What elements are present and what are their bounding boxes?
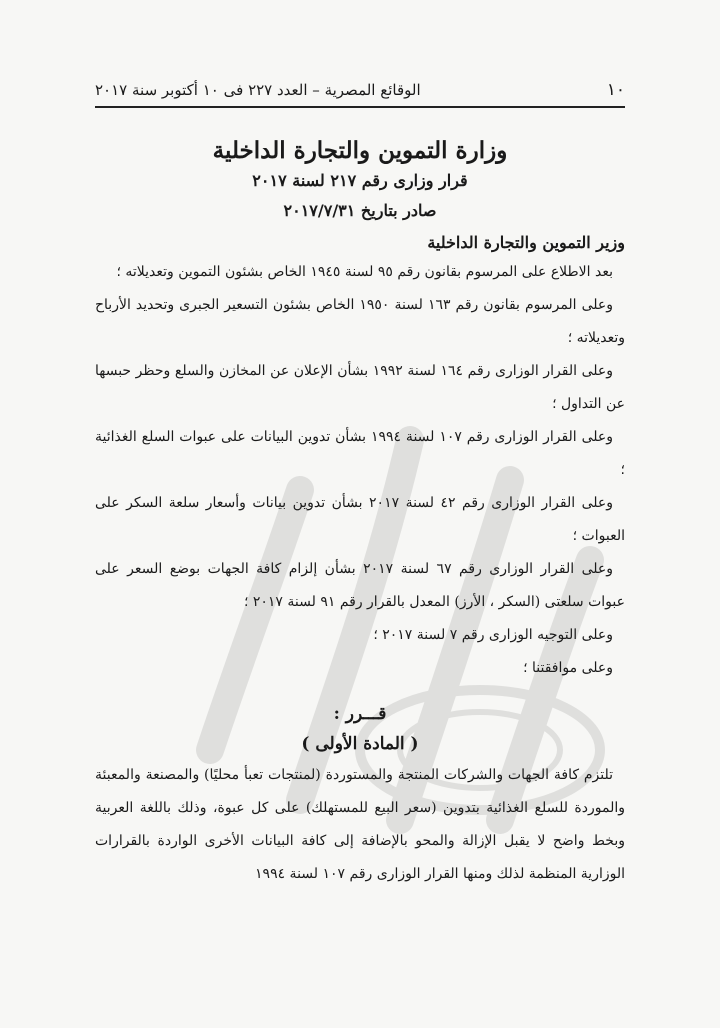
preamble-clause: وعلى القرار الوزارى رقم ١٠٧ لسنة ١٩٩٤ بشأن تدوين البيانات على عبوات السلع الغذائية ؛ xyxy=(95,429,625,478)
running-header xyxy=(95,80,625,108)
page-number: ١٠ xyxy=(606,80,625,100)
preamble-clause: بعد الاطلاع على المرسوم بقانون رقم ٩٥ لسنة ١٩٤٥ الخاص بشئون التموين وتعديلاته ؛ xyxy=(116,264,613,280)
gazette-page xyxy=(95,80,625,980)
decree-word: قـــرر : xyxy=(333,704,387,724)
preamble-clause: وعلى القرار الوزارى رقم ٦٧ لسنة ٢٠١٧ بشأن إلزام كافة الجهات بوضع السعر على عبوات سلعتى (السكر ، الأرز) المعدل بالقرار رقم ٩١ لسنة ٢٠١٧ ؛ xyxy=(95,561,625,610)
preamble-clause: وعلى موافقتنا ؛ xyxy=(523,660,613,676)
ministry-title: وزارة التموين والتجارة الداخلية xyxy=(212,137,508,164)
preamble-clause: وعلى التوجيه الوزارى رقم ٧ لسنة ٢٠١٧ ؛ xyxy=(373,627,613,643)
decree-number: قرار وزارى رقم ٢١٧ لسنة ٢٠١٧ xyxy=(252,171,468,190)
article-title: ( المادة الأولى ) xyxy=(301,734,419,754)
preamble-clause: وعلى المرسوم بقانون رقم ١٦٣ لسنة ١٩٥٠ الخاص بشئون التسعير الجبرى وتحديد الأرباح وتعديلاته ؛ xyxy=(95,297,625,346)
preamble-clause: وعلى القرار الوزارى رقم ١٦٤ لسنة ١٩٩٢ بشأن الإعلان عن المخازن والسلع وحظر حبسها عن التداول ؛ xyxy=(95,363,625,412)
publication-line: الوقائع المصرية – العدد ٢٢٧ فى ١٠ أكتوبر سنة ٢٠١٧ xyxy=(95,81,421,99)
article-text: تلتزم كافة الجهات والشركات المنتجة والمستوردة (لمنتجات تعبأ محليًا) والمصنعة والمعبئة والموردة للسلع الغذائية بتدوين (سعر البيع للمستهلك) على كل عبوة، وذلك باللغة العربية وبخط واضح لا يقبل الإزالة والمحو بالإضافة إلى كافة البيانات الأخرى الواردة بالقرارات الوزارية المنظمة لذلك ومنها القرار الوزارى رقم ١٠٧ لسنة ١٩٩٤ xyxy=(95,767,625,882)
preamble-clause: وعلى القرار الوزارى رقم ٤٢ لسنة ٢٠١٧ بشأن تدوين بيانات وأسعار سلعة السكر على العبوات ؛ xyxy=(95,495,625,544)
minister-line: وزير التموين والتجارة الداخلية xyxy=(427,233,625,252)
issue-date: صادر بتاريخ ٢٠١٧/٧/٣١ xyxy=(283,201,437,220)
